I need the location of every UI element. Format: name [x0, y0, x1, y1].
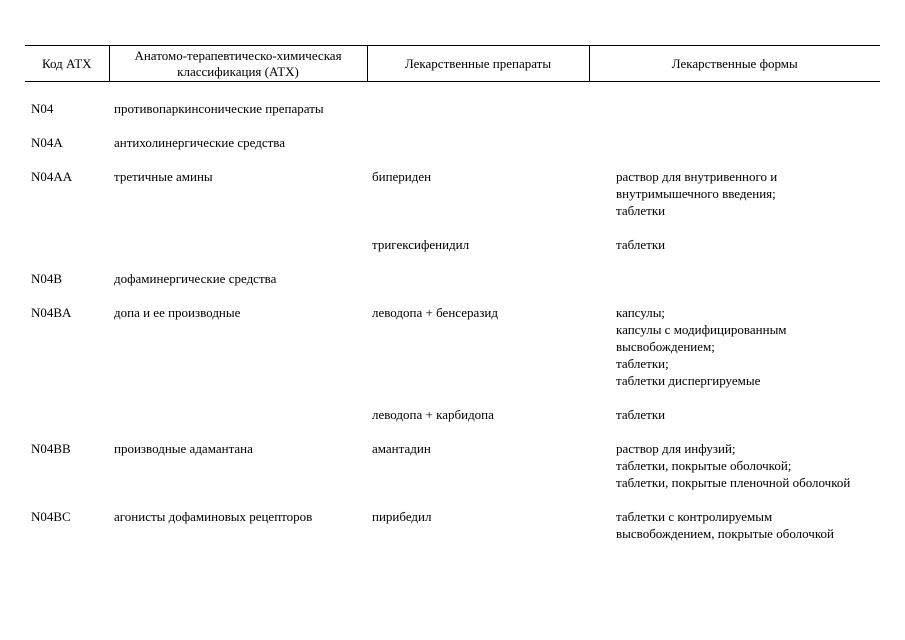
dosage-form-line: высвобождением, покрытые оболочкой	[616, 526, 834, 541]
dosage-forms-cell	[589, 270, 880, 304]
header-classification-line1: Анатомо-терапевтическо-химическая	[134, 47, 342, 63]
atc-drug-table-container	[25, 45, 880, 559]
classification-cell	[109, 236, 367, 270]
drug-cell: тригексифенидил	[372, 237, 470, 252]
table-row	[25, 82, 880, 135]
table-header	[25, 46, 880, 82]
drug-cell	[367, 82, 589, 135]
drug-cell	[367, 270, 589, 304]
dosage-forms-cell	[589, 304, 880, 406]
dosage-form-line: капсулы;	[616, 305, 666, 320]
atc-code-cell: N04	[31, 101, 54, 116]
atc-code-cell: N04BC	[31, 509, 71, 524]
drug-cell: амантадин	[372, 441, 431, 456]
table-row	[25, 236, 880, 270]
drug-cell: леводопа + карбидопа	[372, 407, 494, 422]
header-classification-line2: классификация (АТХ)	[177, 63, 299, 79]
classification-cell: производные адамантана	[114, 441, 253, 456]
atc-code-cell	[25, 406, 109, 440]
dosage-forms-cell	[589, 508, 880, 559]
dosage-forms-cell	[589, 236, 880, 270]
classification-cell: третичные амины	[114, 169, 213, 184]
atc-code-cell: N04AA	[31, 169, 73, 184]
header-forms: Лекарственные формы	[589, 46, 880, 82]
dosage-form-line: раствор для инфузий;	[616, 441, 736, 456]
atc-code-cell: N04BB	[31, 441, 71, 456]
table-row	[25, 508, 880, 559]
dosage-form-line: таблетки, покрытые оболочкой;	[616, 458, 792, 473]
dosage-form-line: таблетки с контролируемым	[616, 509, 773, 524]
dosage-form-line: таблетки	[616, 407, 666, 422]
table-row	[25, 304, 880, 406]
dosage-form-line: таблетки	[616, 237, 666, 252]
classification-cell: агонисты дофаминовых рецепторов	[114, 509, 313, 524]
header-row	[25, 46, 880, 82]
dosage-form-line: таблетки	[616, 203, 666, 218]
table-body	[25, 82, 880, 560]
table-row	[25, 168, 880, 236]
dosage-forms-cell	[589, 168, 880, 236]
header-drugs: Лекарственные препараты	[367, 46, 589, 82]
dosage-form-line: таблетки;	[616, 356, 669, 371]
table-row	[25, 406, 880, 440]
classification-cell: антихолинергические средства	[114, 135, 286, 150]
dosage-forms-cell	[589, 82, 880, 135]
dosage-form-line: таблетки диспергируемые	[616, 373, 761, 388]
dosage-forms-cell	[589, 406, 880, 440]
dosage-form-line: высвобождением;	[616, 339, 715, 354]
dosage-form-line: таблетки, покрытые пленочной оболочкой	[616, 475, 851, 490]
classification-cell: противопаркинсонические препараты	[114, 101, 324, 116]
drug-cell	[367, 134, 589, 168]
classification-cell: дофаминергические средства	[114, 271, 277, 286]
table-row	[25, 134, 880, 168]
atc-code-cell	[25, 236, 109, 270]
dosage-forms-cell	[589, 440, 880, 508]
drug-cell: леводопа + бенсеразид	[372, 305, 498, 320]
atc-drug-table	[25, 45, 880, 559]
table-row	[25, 270, 880, 304]
dosage-forms-cell	[589, 134, 880, 168]
header-code: Код АТХ	[25, 46, 109, 82]
classification-cell	[109, 406, 367, 440]
atc-code-cell: N04A	[31, 135, 63, 150]
dosage-form-line: капсулы с модифицированным	[616, 322, 787, 337]
dosage-form-line: раствор для внутривенного и	[616, 169, 778, 184]
table-row	[25, 440, 880, 508]
drug-cell: бипериден	[372, 169, 432, 184]
classification-cell: допа и ее производные	[114, 305, 241, 320]
drug-cell: пирибедил	[372, 509, 432, 524]
atc-code-cell: N04BA	[31, 305, 72, 320]
atc-code-cell: N04B	[31, 271, 63, 286]
header-classification	[109, 46, 367, 82]
dosage-form-line: внутримышечного введения;	[616, 186, 776, 201]
